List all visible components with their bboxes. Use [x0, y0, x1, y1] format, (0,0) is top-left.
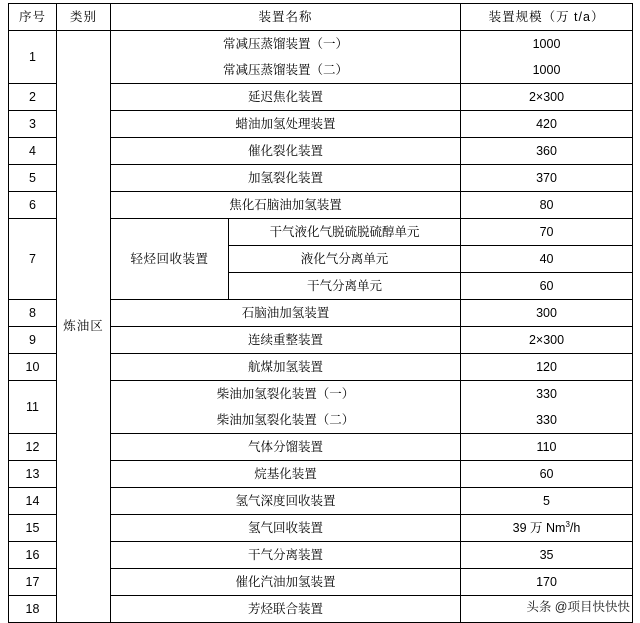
header-cell-scale: 装置规模（万 t/a）	[461, 4, 633, 31]
row-name: 烷基化装置	[111, 461, 461, 488]
row-no: 9	[9, 327, 57, 354]
row-name: 焦化石脑油加氢装置	[111, 192, 461, 219]
row-sub-name: 液化气分离单元	[229, 246, 461, 273]
row-name: 氢气深度回收装置	[111, 488, 461, 515]
row-scale: 300	[461, 300, 633, 327]
row-name: 蜡油加氢处理装置	[111, 111, 461, 138]
row-no: 8	[9, 300, 57, 327]
row-name: 连续重整装置	[111, 327, 461, 354]
row-name: 加氢裂化装置	[111, 165, 461, 192]
row-no: 14	[9, 488, 57, 515]
row-no: 3	[9, 111, 57, 138]
row-scale: 39 万 Nm$^3$/h	[461, 515, 633, 542]
table-row	[9, 31, 633, 84]
row-no: 16	[9, 542, 57, 569]
row-name: 航煤加氢装置	[111, 354, 461, 381]
row-scale: 70	[461, 219, 633, 246]
row-name	[111, 381, 461, 434]
row-scale-line: 1000	[532, 37, 561, 51]
row-name: 氢气回收装置	[111, 515, 461, 542]
row-no: 7	[9, 219, 57, 300]
row-no: 5	[9, 165, 57, 192]
row-name-line: 常减压蒸馏装置（二）	[223, 63, 349, 77]
row-name: 气体分馏装置	[111, 434, 461, 461]
row-name-line: 柴油加氢裂化装置（二）	[216, 413, 355, 427]
row-scale-line: 1000	[532, 63, 561, 77]
row-scale: 2×300	[461, 84, 633, 111]
row-no: 10	[9, 354, 57, 381]
row-no: 11	[9, 381, 57, 434]
row-no: 1	[9, 31, 57, 84]
watermark	[524, 596, 632, 616]
category-cell-refining: 炼油区	[57, 31, 111, 623]
row-no: 12	[9, 434, 57, 461]
row-no: 2	[9, 84, 57, 111]
table-header-row	[9, 4, 633, 31]
row-no: 6	[9, 192, 57, 219]
row-name: 催化汽油加氢装置	[111, 569, 461, 596]
header-cell-no: 序号	[9, 4, 57, 31]
row-scale: 2×300	[461, 327, 633, 354]
row-scale: 40	[461, 246, 633, 273]
row-no: 13	[9, 461, 57, 488]
row-scale	[461, 381, 633, 434]
row-scale: 60	[461, 273, 633, 300]
table-sheet	[8, 3, 632, 623]
row-no: 4	[9, 138, 57, 165]
row-no: 17	[9, 569, 57, 596]
row-name	[111, 31, 461, 84]
row-name-line: 柴油加氢裂化装置（一）	[216, 387, 355, 401]
row-name: 延迟焦化装置	[111, 84, 461, 111]
row-name: 干气分离装置	[111, 542, 461, 569]
superscript-three: 3	[565, 520, 570, 530]
row-scale	[461, 31, 633, 84]
row-scale: 80	[461, 192, 633, 219]
row-scale: 170	[461, 569, 633, 596]
row-group-name: 轻烃回收装置	[111, 219, 229, 300]
row-scale: 420	[461, 111, 633, 138]
row-scale: 5	[461, 488, 633, 515]
row-scale: 110	[461, 434, 633, 461]
watermark-text: 头条 @项目快快快	[526, 600, 630, 614]
header-cell-name: 装置名称	[111, 4, 461, 31]
row-scale: 370	[461, 165, 633, 192]
row-scale: 35	[461, 542, 633, 569]
row-no: 18	[9, 596, 57, 623]
row-name: 催化裂化装置	[111, 138, 461, 165]
header-cell-category: 类别	[57, 4, 111, 31]
row-no: 15	[9, 515, 57, 542]
row-name-line: 常减压蒸馏装置（一）	[223, 37, 349, 51]
row-scale-line: 330	[536, 387, 557, 401]
row-scale-line: 330	[536, 413, 557, 427]
refinery-unit-table	[8, 3, 633, 623]
row-sub-name: 干气分离单元	[229, 273, 461, 300]
row-scale: 360	[461, 138, 633, 165]
row-name: 石脑油加氢装置	[111, 300, 461, 327]
row-scale: 120	[461, 354, 633, 381]
row-name: 芳烃联合装置	[111, 596, 461, 623]
row-scale: 60	[461, 461, 633, 488]
row-sub-name: 干气液化气脱硫脱硫醇单元	[229, 219, 461, 246]
